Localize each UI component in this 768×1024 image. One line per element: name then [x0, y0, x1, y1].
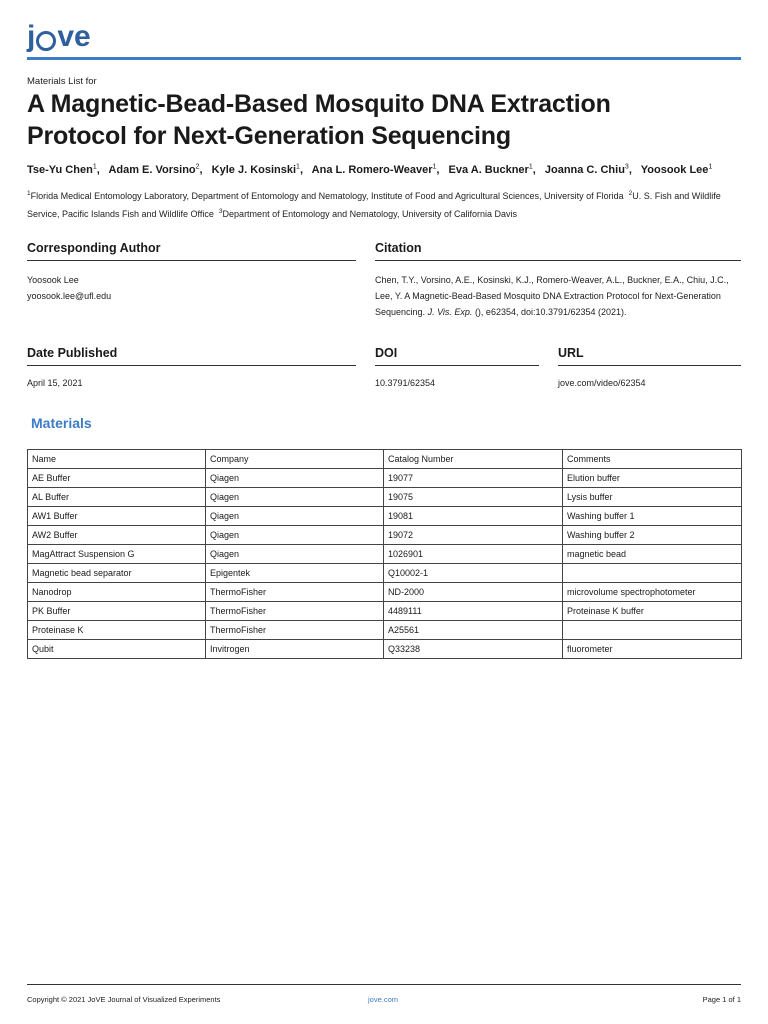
cell-catalog-number: 19081 — [384, 507, 563, 526]
title-line-1: A Magnetic-Bead-Based Mosquito DNA Extraction — [27, 90, 611, 118]
corresponding-author-email[interactable]: yoosook.lee@ufl.edu — [27, 291, 112, 301]
header-divider — [27, 57, 741, 60]
table-row — [28, 564, 742, 583]
affiliations: $^1$Florida Medical Entomology Laboratory, Department of Entomology and Nematology, Institute of Food and Agricultural Sciences, University of Florida $^2$U. S. Fish and Wildlife Service, Pacific Islands Fish and Wildlife Office $^3$Department of Entomology and Nematology, University of California Davis — [27, 190, 721, 219]
column-header-company: Company — [206, 450, 384, 469]
document-page — [27, 0, 741, 1024]
footer-copyright: Copyright © 2021 JoVE Journal of Visualized Experiments — [27, 995, 221, 1004]
cell-comments — [563, 564, 742, 583]
author: Tse-Yu Chen$^1$, — [27, 163, 100, 176]
cell-name: Qubit — [28, 640, 206, 659]
table-row — [28, 640, 742, 659]
author: Eva A. Buckner$^1$, — [448, 163, 536, 176]
cell-comments: microvolume spectrophotometer — [563, 583, 742, 602]
table-header-row — [28, 450, 742, 469]
cell-comments: fluorometer — [563, 640, 742, 659]
jove-logo[interactable] — [27, 20, 91, 52]
table-row — [28, 583, 742, 602]
cell-comments — [563, 621, 742, 640]
author: Ana L. Romero-Weaver$^1$, — [311, 163, 440, 176]
cell-company: Qiagen — [206, 507, 384, 526]
url-heading: URL — [558, 346, 741, 366]
cell-comments: Washing buffer 1 — [563, 507, 742, 526]
kicker: Materials List for — [27, 76, 97, 87]
column-header-catalog-number: Catalog Number — [384, 450, 563, 469]
article-title — [27, 88, 727, 152]
author: Yoosook Lee$^1$ — [640, 163, 713, 176]
cell-catalog-number: 19072 — [384, 526, 563, 545]
cell-name: AW1 Buffer — [28, 507, 206, 526]
table-row — [28, 507, 742, 526]
cell-name: PK Buffer — [28, 602, 206, 621]
cell-catalog-number: 19077 — [384, 469, 563, 488]
author: Joanna C. Chiu$^3$, — [544, 163, 632, 176]
author: Kyle J. Kosinski$^1$, — [211, 163, 304, 176]
cell-catalog-number: ND-2000 — [384, 583, 563, 602]
table-row — [28, 469, 742, 488]
cell-name: AE Buffer — [28, 469, 206, 488]
footer-divider — [27, 984, 741, 985]
materials-table — [27, 449, 742, 659]
doi-value[interactable]: 10.3791/62354 — [375, 378, 436, 388]
column-header-comments: Comments — [563, 450, 742, 469]
cell-name: AW2 Buffer — [28, 526, 206, 545]
cell-catalog-number: 19075 — [384, 488, 563, 507]
cell-comments: magnetic bead — [563, 545, 742, 564]
cell-catalog-number: 4489111 — [384, 602, 563, 621]
cell-company: Invitrogen — [206, 640, 384, 659]
date-published-value: April 15, 2021 — [27, 378, 83, 388]
column-header-name: Name — [28, 450, 206, 469]
materials-heading: Materials — [31, 415, 92, 431]
author-list — [27, 163, 741, 176]
cell-name: AL Buffer — [28, 488, 206, 507]
cell-name: Magnetic bead separator — [28, 564, 206, 583]
cell-company: Qiagen — [206, 488, 384, 507]
citation-heading: Citation — [375, 241, 741, 261]
cell-company: Qiagen — [206, 469, 384, 488]
table-row — [28, 621, 742, 640]
table-row — [28, 488, 742, 507]
doi-heading: DOI — [375, 346, 539, 366]
url-value[interactable]: jove.com/video/62354 — [558, 378, 646, 388]
table-row — [28, 545, 742, 564]
cell-comments: Washing buffer 2 — [563, 526, 742, 545]
footer-site-link[interactable]: jove.com — [368, 995, 399, 1004]
logo-letters-ve: ve — [57, 20, 91, 53]
table-row — [28, 526, 742, 545]
cell-catalog-number: Q33238 — [384, 640, 563, 659]
corresponding-author-name: Yoosook Lee — [27, 275, 79, 285]
cell-catalog-number: Q10002-1 — [384, 564, 563, 583]
cell-comments: Elution buffer — [563, 469, 742, 488]
logo-letter-j: j — [27, 20, 36, 53]
corresponding-author-info — [27, 272, 356, 304]
cell-company: Epigentek — [206, 564, 384, 583]
title-line-2: Protocol for Next-Generation Sequencing — [27, 122, 511, 150]
author: Adam E. Vorsino$^2$, — [108, 163, 203, 176]
cell-name: Proteinase K — [28, 621, 206, 640]
table-row — [28, 602, 742, 621]
cell-company: ThermoFisher — [206, 621, 384, 640]
corresponding-author-heading: Corresponding Author — [27, 241, 356, 261]
materials-table-body — [28, 469, 742, 659]
cell-company: ThermoFisher — [206, 583, 384, 602]
cell-catalog-number: 1026901 — [384, 545, 563, 564]
cell-catalog-number: A25561 — [384, 621, 563, 640]
date-published-heading: Date Published — [27, 346, 356, 366]
cell-comments: Proteinase K buffer — [563, 602, 742, 621]
cell-comments: Lysis buffer — [563, 488, 742, 507]
cell-company: Qiagen — [206, 545, 384, 564]
footer-page-number: Page 1 of 1 — [702, 995, 741, 1004]
cell-name: MagAttract Suspension G — [28, 545, 206, 564]
citation-text: Chen, T.Y., Vorsino, A.E., Kosinski, K.J., Romero-Weaver, A.L., Buckner, E.A., Chiu, J.C., Lee, Y. A Magnetic-Bead-Based Mosquito DNA Extraction Protocol for Next-Generation Sequencing. J. Vis. Exp. (), e62354, doi:10.3791/62354 (2021). — [375, 275, 729, 317]
journal-name: J. Vis. Exp. — [427, 307, 473, 317]
cell-company: Qiagen — [206, 526, 384, 545]
logo-o-icon — [36, 31, 56, 51]
cell-name: Nanodrop — [28, 583, 206, 602]
cell-company: ThermoFisher — [206, 602, 384, 621]
